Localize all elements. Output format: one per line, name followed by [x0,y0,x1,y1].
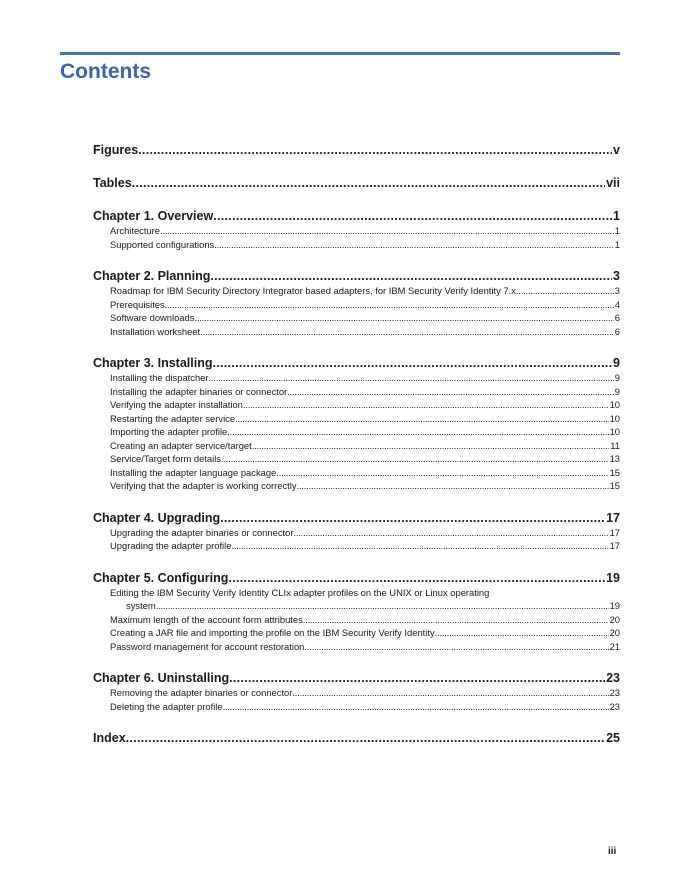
toc-chapter-link-page: 17 [606,510,620,525]
toc-chapter-link[interactable] [93,208,620,224]
toc-entry-link[interactable] [110,238,620,252]
dot-leader [297,479,609,493]
toc-entry-link-label: Upgrading the adapter binaries or connector [110,526,294,538]
toc-entry-label: Editing the IBM Security Verify Identity CLIx adapter profiles on the UNIX or Linux operating [110,586,490,598]
toc-entry-link-page: 23 [609,687,620,698]
toc-entry-link-page: 17 [609,540,620,551]
dot-leader [252,439,610,453]
dot-leader [304,640,608,654]
toc-entry-link-label: Supported configurations [110,238,215,250]
toc-chapter-link-page: 25 [606,731,620,745]
toc-entry-link-page: 17 [609,526,620,538]
toc-entry-link[interactable] [110,526,620,540]
toc-entry-link-label: Installing the dispatcher [110,372,209,383]
dot-leader [221,452,609,466]
toc-entry-link[interactable] [110,298,620,312]
toc-entry-link-page: 4 [614,298,620,310]
toc-entry-link-label: Verifying that the adapter is working correctly [110,480,297,491]
toc-chapter-link-page: 19 [606,570,620,585]
toc-entry-link[interactable] [110,640,620,654]
toc-entry-link[interactable] [110,452,620,466]
toc-entry-link-label: Restarting the adapter service [110,412,236,424]
toc-entry-link[interactable] [110,371,620,385]
toc-entry-link-page: 10 [609,426,620,437]
toc-entry-link-page: 9 [614,385,620,397]
toc-chapter-link-page: vii [606,176,620,190]
toc-entry-link-label: Password management for account restoration [110,640,305,652]
toc-entry-link-label: Installing the adapter language package [110,466,277,478]
toc-entry-link-label: Creating an adapter service/target [110,439,252,451]
dot-leader [200,325,614,339]
dot-leader [228,570,605,586]
dot-leader [243,398,609,412]
toc-entry-link-label: Service/Target form details [110,453,221,464]
toc-entry-link[interactable] [110,284,620,298]
toc-entry-link[interactable] [110,466,620,480]
toc-entry-link-page: 11 [610,439,620,451]
toc-entry-link-label: Prerequisites [110,298,165,310]
toc-chapter-link-page: 3 [613,269,620,283]
toc-entry-link[interactable] [110,626,620,640]
toc-entry-link-page: 23 [609,700,620,712]
toc-entry-link[interactable] [110,224,620,238]
toc-entry-link-label: Creating a JAR file and importing the profile on the IBM Security Verify Identity [110,627,435,638]
table-of-contents [93,142,620,746]
toc-chapter-link[interactable] [93,268,620,284]
page-title: Contents [60,60,151,83]
dot-leader [231,539,608,553]
dot-leader [209,371,614,385]
toc-entry-link-page: 15 [609,480,620,491]
dot-leader [213,208,612,224]
toc-entry-link-label: Upgrading the adapter profile [110,540,232,551]
toc-entry-link-label: Architecture [110,225,161,236]
toc-entry-link[interactable] [110,686,620,700]
toc-entry-link[interactable] [110,398,620,412]
dot-leader [214,238,614,252]
toc-entry-link-label: Maximum length of the account form attributes [110,613,303,625]
toc-entry-link-page: 3 [614,285,620,296]
toc-entry-link[interactable] [110,439,620,453]
toc-chapter-link-label: Index [93,731,126,745]
dot-leader [138,142,612,158]
page-number: iii [608,846,617,857]
toc-chapter-link-page: 23 [606,671,620,685]
toc-chapter-link[interactable] [93,142,620,158]
dot-leader [287,385,614,399]
toc-chapter-link-label: Tables [93,176,132,190]
toc-chapter-link[interactable] [93,570,620,586]
toc-chapter-link-label: Chapter 1. Overview [93,209,214,223]
toc-entry-link-page: 6 [614,312,620,323]
toc-chapter-link-label: Figures [93,143,139,157]
dot-leader [132,175,605,191]
dot-leader [160,224,614,238]
toc-entry-link[interactable] [110,539,620,553]
toc-chapter-link[interactable] [93,175,620,191]
toc-entry-link-label: Installing the adapter binaries or connector [110,385,288,397]
toc-chapter-link-page: v [613,143,620,157]
toc-entry-link-page: 20 [609,627,620,638]
toc-entry-link[interactable] [110,700,620,714]
toc-entry-link-page: 10 [609,399,620,410]
toc-entry-link-label: Importing the adapter profile [110,426,228,437]
dot-leader [165,298,614,312]
toc-entry-link[interactable] [110,425,620,439]
dot-leader [220,510,605,526]
toc-entry-link-page: 1 [614,238,620,250]
dot-leader [516,284,614,298]
dot-leader [212,355,612,371]
toc-entry-link-page: 10 [609,412,620,424]
toc-entry-link-page: 15 [609,466,620,478]
toc-entry-link[interactable] [110,586,620,613]
toc-entry-continuation [126,599,620,613]
toc-entry-link-page: 9 [614,372,620,383]
toc-chapter-link[interactable] [93,670,620,686]
dot-leader [126,730,605,746]
toc-chapter-link-page: 9 [613,356,620,370]
dot-leader [235,412,608,426]
toc-entry-link-page: 20 [609,613,620,625]
toc-chapter-link[interactable] [93,730,620,746]
toc-chapter-link-label: Chapter 4. Upgrading [93,510,221,525]
toc-entry-link[interactable] [110,412,620,426]
toc-entry-continuation-label: system [126,600,156,611]
dot-leader [210,268,612,284]
dot-leader [223,700,609,714]
dot-leader [303,613,609,627]
dot-leader [293,526,608,540]
dot-leader [227,425,608,439]
toc-chapter-link-page: 1 [613,209,620,223]
toc-entry-link-label: Installation worksheet [110,325,201,337]
toc-entry-link[interactable] [110,479,620,493]
toc-entry-link-page: 6 [614,325,620,337]
toc-entry-link-label: Software downloads [110,312,195,323]
toc-entry-link-label: Verifying the adapter installation [110,399,243,410]
toc-chapter-link[interactable] [93,510,620,526]
dot-leader [229,670,605,686]
toc-entry-link-label: Deleting the adapter profile [110,700,223,712]
toc-entry-link[interactable] [110,311,620,325]
dot-leader [276,466,608,480]
dot-leader [156,599,609,613]
toc-entry-link-label: Roadmap for IBM Security Directory Integrator based adapters, for IBM Security Verify Identity 7.x [110,285,516,296]
toc-entry-link-page: 1 [614,225,620,236]
dot-leader [194,311,613,325]
toc-entry-link[interactable] [110,325,620,339]
toc-chapter-link-label: Chapter 5. Configuring [93,570,229,585]
toc-chapter-link[interactable] [93,355,620,371]
toc-chapter-link-label: Chapter 2. Planning [93,269,211,283]
toc-entry-link-label: Removing the adapter binaries or connector [110,687,293,698]
dot-leader [435,626,609,640]
header-rule [60,52,620,55]
toc-chapter-link-label: Chapter 3. Installing [93,356,213,370]
toc-entry-link-page: 13 [609,453,620,464]
toc-entry-link[interactable] [110,385,620,399]
toc-entry-continuation-page: 19 [609,600,620,611]
toc-entry-link-page: 21 [609,640,620,652]
toc-chapter-link-label: Chapter 6. Uninstalling [93,671,230,685]
toc-entry-link[interactable] [110,613,620,627]
dot-leader [292,686,608,700]
